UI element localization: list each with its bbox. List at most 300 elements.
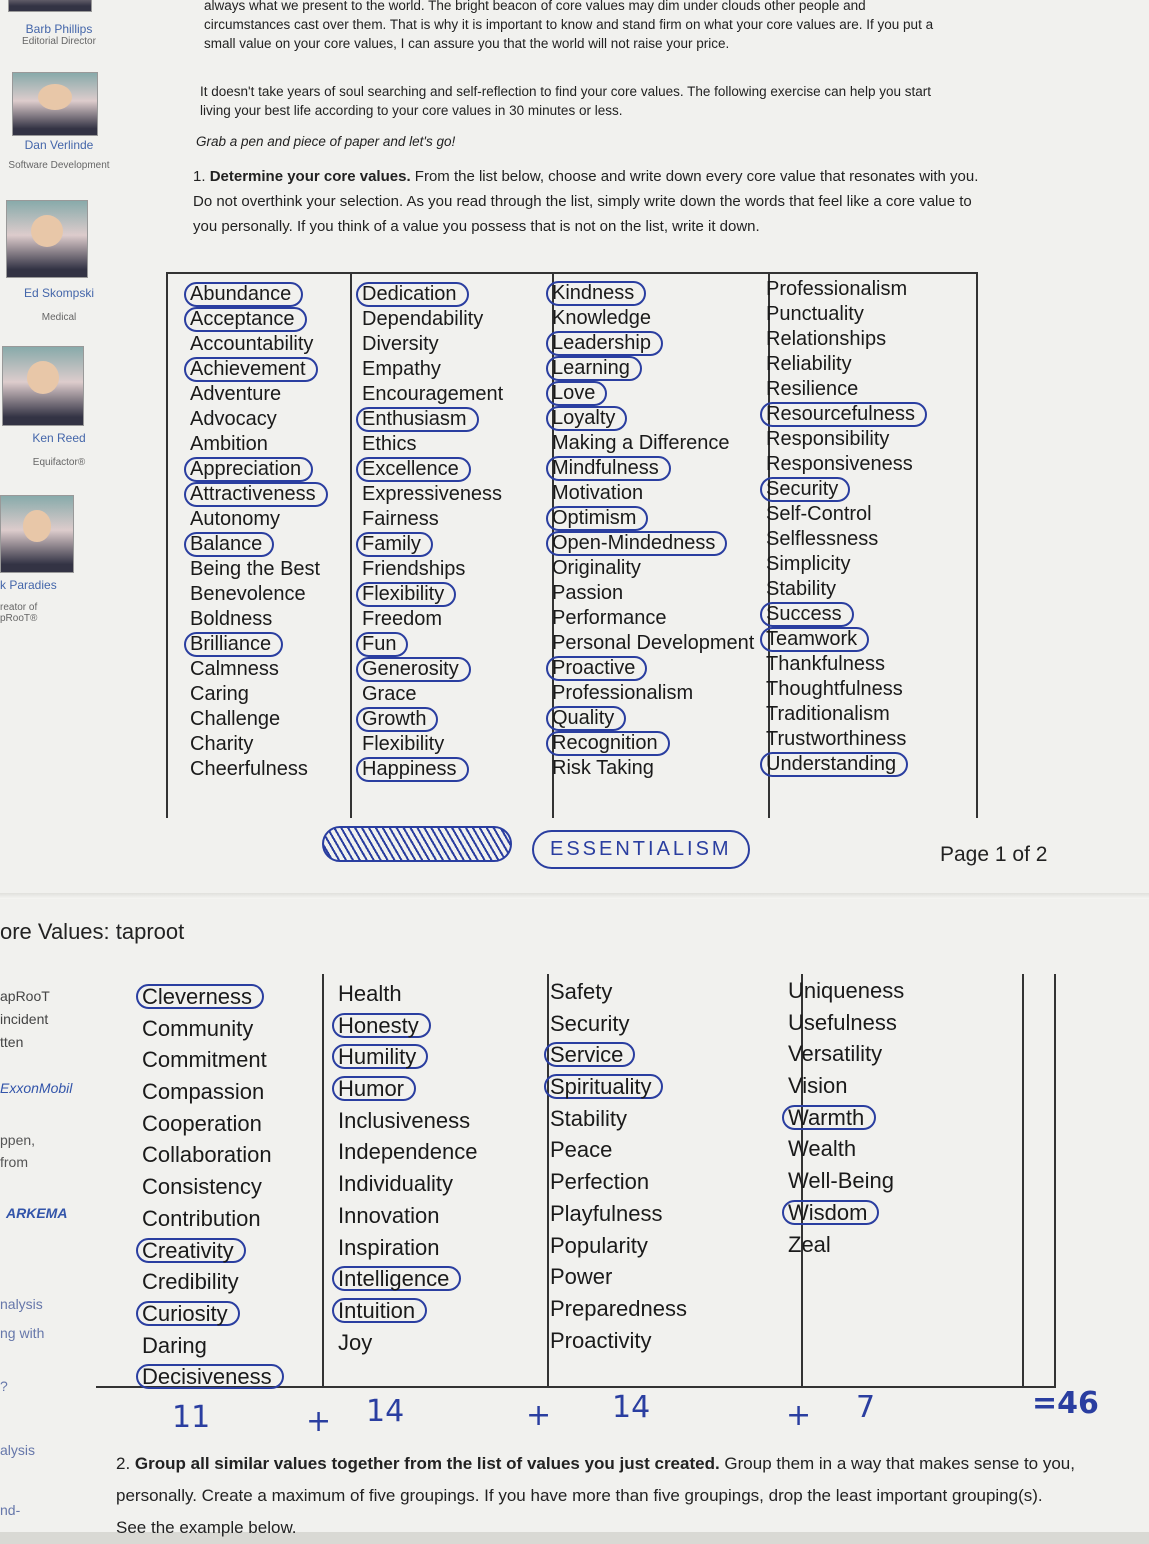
value-item-circled (552, 706, 754, 731)
sidebar-logo-exxonmobil: ExxonMobil (0, 1080, 73, 1096)
value-item-circled (362, 657, 503, 682)
value-label: Individuality (338, 1171, 453, 1197)
value-item-circled (190, 282, 328, 307)
value-label: Traditionalism (766, 703, 890, 725)
value-item (338, 1200, 477, 1232)
value-item (190, 582, 328, 607)
value-label: Warmth (782, 1105, 876, 1130)
value-label: Vision (788, 1073, 848, 1099)
value-label: Inclusiveness (338, 1107, 471, 1133)
value-item (552, 606, 754, 631)
value-label: Originality (552, 557, 641, 579)
value-label: Spirituality (544, 1074, 663, 1099)
value-label: Flexibility (356, 582, 456, 607)
value-label: Thoughtfulness (766, 678, 903, 700)
value-label: Independence (338, 1139, 478, 1165)
value-item-circled (190, 532, 328, 557)
value-label: Freedom (362, 608, 443, 630)
intro-call-to-action: Grab a pen and piece of paper and let's go! (196, 134, 456, 149)
value-item-circled (190, 482, 328, 507)
value-label: Creativity (136, 1238, 246, 1263)
value-label: Abundance (184, 282, 303, 307)
value-label: Cooperation (142, 1110, 262, 1136)
column-divider (547, 974, 549, 1386)
value-item-circled (552, 406, 754, 431)
value-label: Charity (190, 733, 254, 755)
value-item (766, 652, 927, 677)
value-label: Self-Control (766, 503, 872, 525)
value-label: Motivation (552, 482, 644, 504)
value-label: Responsiveness (766, 453, 913, 475)
value-item (362, 682, 503, 707)
value-item (190, 407, 328, 432)
person-name: Ken Reed (32, 431, 86, 445)
value-label: Joy (338, 1329, 373, 1355)
value-label: Proactivity (550, 1327, 652, 1353)
value-label: Expressiveness (362, 483, 503, 505)
value-item (338, 1136, 477, 1168)
values-column (190, 282, 328, 782)
value-item (766, 452, 927, 477)
value-label: Happiness (356, 757, 469, 782)
value-item (362, 557, 503, 582)
tally-count: 14 (366, 1394, 405, 1429)
value-item (788, 1070, 904, 1102)
step-title: Group all similar values together from the list of values you just created. (134, 1454, 720, 1473)
value-label: Balance (184, 532, 274, 557)
value-label: Humility (332, 1044, 428, 1069)
value-item-circled (550, 1071, 687, 1103)
value-label: Collaboration (142, 1142, 272, 1168)
value-label: Kindness (546, 281, 646, 306)
value-label: Safety (550, 979, 613, 1004)
handwritten-essentialism: ESSENTIALISM (532, 830, 750, 869)
value-item-circled (362, 707, 503, 732)
value-item-circled (766, 602, 927, 627)
value-item (550, 1008, 687, 1040)
sidebar-person (0, 431, 118, 468)
value-item-circled (142, 1298, 284, 1330)
value-item (552, 581, 754, 606)
value-label: Being the Best (190, 558, 321, 580)
sidebar-fragment: incident (0, 1011, 49, 1027)
sidebar-person (0, 138, 118, 171)
value-item (142, 1108, 284, 1140)
value-item (190, 382, 328, 407)
value-item (788, 975, 904, 1007)
value-label: Reliability (766, 353, 852, 375)
value-label: Perfection (550, 1169, 650, 1195)
value-item (142, 1171, 284, 1203)
value-label: Credibility (142, 1269, 239, 1295)
value-label: Boldness (190, 608, 273, 630)
step-title: Determine your core values. (209, 168, 411, 185)
value-item (552, 631, 754, 656)
value-item (190, 707, 328, 732)
value-label: Compassion (142, 1079, 265, 1105)
value-label: Uniqueness (788, 978, 905, 1003)
avatar (2, 346, 84, 426)
value-item (550, 1325, 687, 1357)
value-label: Versatility (788, 1041, 883, 1067)
value-item-circled (338, 1073, 477, 1105)
value-item-circled (552, 456, 754, 481)
value-item (362, 732, 503, 757)
value-label: Acceptance (184, 307, 307, 332)
value-item (362, 607, 503, 632)
values-column (142, 981, 284, 1393)
person-role: Equifactor® (32, 457, 86, 468)
person-role: Medical (41, 312, 77, 323)
value-item-circled (362, 532, 503, 557)
value-label: Attractiveness (184, 482, 328, 507)
value-item (142, 1139, 284, 1171)
value-item (788, 1007, 904, 1039)
value-item (550, 1198, 687, 1230)
value-label: Enthusiasm (356, 407, 479, 432)
value-label: Responsibility (766, 428, 890, 450)
value-label: Personal Development (552, 632, 755, 654)
tally-count: 7 (856, 1390, 876, 1425)
value-item (190, 507, 328, 532)
sidebar-logo-arkema: ARKEMA (6, 1205, 68, 1221)
value-label: Punctuality (766, 303, 864, 325)
values-column (338, 978, 477, 1358)
value-item-circled (142, 981, 284, 1013)
avatar (6, 200, 88, 278)
value-item (552, 681, 754, 706)
values-column (552, 281, 754, 781)
value-item-circled (552, 356, 754, 381)
sidebar-fragment: ppen, (0, 1132, 36, 1148)
value-label: Decisiveness (136, 1364, 284, 1389)
value-item (788, 1165, 904, 1197)
value-item-circled (190, 307, 328, 332)
value-item (190, 607, 328, 632)
value-item-circled (766, 477, 927, 502)
value-item (362, 307, 503, 332)
value-item (190, 557, 328, 582)
value-label: Generosity (356, 657, 471, 682)
value-item-circled (362, 282, 503, 307)
value-item-circled (190, 632, 328, 657)
value-item (552, 481, 754, 506)
value-item (766, 327, 927, 352)
value-label: Security (550, 1010, 630, 1036)
value-item-circled (362, 582, 503, 607)
value-item (190, 332, 328, 357)
step-2-instructions (116, 1448, 1076, 1544)
value-item (766, 702, 927, 727)
value-item (190, 432, 328, 457)
value-item (362, 357, 503, 382)
value-item (338, 1105, 477, 1137)
value-label: Calmness (190, 658, 279, 680)
value-label: Wisdom (782, 1200, 879, 1225)
sidebar-fragment: tten (0, 1034, 24, 1050)
tally-plus: + (306, 1404, 332, 1439)
value-item (338, 978, 477, 1010)
tally-plus: + (786, 1398, 812, 1433)
value-item-circled (788, 1102, 904, 1134)
value-label: Empathy (362, 358, 441, 380)
step-text: From the list below, choose and write down every core value that resonates with you. Do not overthink your selection. As you read through the list, simply write down the words that feel like a core value to you personally. If you think of a value you possess that is not on the list, write it down. (193, 168, 979, 235)
value-label: Diversity (362, 333, 439, 355)
person-name: Barb Phillips (25, 22, 93, 36)
value-label: Advocacy (190, 408, 277, 430)
tally-total: =46 (1032, 1386, 1099, 1421)
value-item (552, 306, 754, 331)
value-item-circled (362, 457, 503, 482)
value-item (190, 757, 328, 782)
value-item (788, 1133, 904, 1165)
intro-paragraph: It doesn't take years of soul searching and self-reflection to find your core values. The following exercise can help you start living your best life according to your core values in 30 minutes or less. (200, 84, 931, 118)
page-fold (0, 893, 1149, 899)
step-number: 2. (116, 1454, 131, 1473)
value-label: Knowledge (552, 307, 651, 329)
sidebar-fragment: ng with (0, 1325, 45, 1341)
value-item-circled (550, 1039, 687, 1071)
value-item-circled (766, 752, 927, 777)
sidebar-fragment: alysis (0, 1442, 36, 1458)
values-column (362, 282, 503, 782)
value-item (550, 1293, 687, 1325)
value-item (550, 1103, 687, 1135)
avatar (8, 0, 92, 12)
value-label: Professionalism (552, 682, 694, 704)
value-item (766, 277, 927, 302)
avatar (12, 72, 98, 136)
value-item (190, 657, 328, 682)
value-label: Contribution (142, 1205, 261, 1231)
sidebar-person (0, 578, 118, 624)
value-label: Love (546, 381, 607, 406)
value-item (766, 527, 927, 552)
value-label: Zeal (788, 1231, 831, 1257)
value-label: Simplicity (766, 553, 851, 575)
value-item (550, 976, 687, 1008)
avatar (0, 495, 74, 573)
value-item-circled (362, 407, 503, 432)
person-role: Editorial Director (22, 36, 96, 47)
value-label: Cheerfulness (190, 758, 308, 780)
value-item (362, 507, 503, 532)
value-label: Well-Being (788, 1168, 894, 1194)
value-label: Power (550, 1264, 613, 1290)
values-column (788, 975, 904, 1260)
value-item (190, 732, 328, 757)
value-item (142, 1330, 284, 1362)
value-label: Ethics (362, 433, 417, 455)
value-item-circled (338, 1010, 477, 1042)
step-1-instructions (193, 164, 983, 239)
value-item-circled (552, 381, 754, 406)
value-label: Understanding (760, 752, 908, 777)
sidebar-person (0, 286, 118, 323)
value-label: Making a Difference (552, 432, 730, 454)
value-label: Family (356, 532, 433, 557)
value-item (766, 677, 927, 702)
value-label: Security (760, 477, 850, 502)
person-name: Dan Verlinde (24, 138, 94, 152)
value-item (552, 431, 754, 456)
value-label: Fairness (362, 508, 439, 530)
value-item-circled (552, 506, 754, 531)
sidebar-fragment: nalysis (0, 1296, 43, 1312)
value-item (338, 1232, 477, 1264)
value-item (766, 377, 927, 402)
value-item-circled (788, 1197, 904, 1229)
value-item (142, 1203, 284, 1235)
person-role: Software Development (8, 160, 110, 171)
value-label: Resourcefulness (760, 402, 927, 427)
value-label: Consistency (142, 1174, 262, 1200)
value-item (766, 577, 927, 602)
value-label: Achievement (184, 357, 318, 382)
value-label: Mindfulness (546, 456, 671, 481)
value-label: Open-Mindedness (546, 531, 727, 556)
tally-count: 14 (612, 1390, 651, 1425)
value-label: Curiosity (136, 1301, 240, 1326)
value-label: Adventure (190, 383, 282, 405)
value-item-circled (338, 1295, 477, 1327)
value-label: Innovation (338, 1202, 440, 1228)
tally-count: 11 (172, 1400, 211, 1435)
values-column (550, 976, 687, 1356)
tally-plus: + (526, 1398, 552, 1433)
value-item (142, 1044, 284, 1076)
value-item (338, 1327, 477, 1359)
value-item-circled (362, 757, 503, 782)
value-label: Loyalty (546, 406, 627, 431)
value-label: Commitment (142, 1047, 267, 1073)
value-label: Brilliance (184, 632, 283, 657)
value-label: Challenge (190, 708, 281, 730)
sidebar-fragment: nd- (0, 1502, 21, 1518)
value-label: Service (544, 1042, 635, 1067)
value-label: Trustworthiness (766, 728, 907, 750)
value-label: Humor (332, 1076, 416, 1101)
value-label: Stability (766, 578, 837, 600)
value-item-circled (552, 281, 754, 306)
value-label: Success (760, 602, 854, 627)
column-divider (322, 974, 324, 1386)
value-item-circled (552, 331, 754, 356)
value-label: Usefulness (788, 1009, 897, 1035)
value-item (142, 1266, 284, 1298)
value-label: Optimism (546, 506, 648, 531)
sidebar-person (0, 22, 118, 47)
value-label: Peace (550, 1137, 613, 1163)
intro-paragraph: always what we present to the world. The bright beacon of core values may dim under clouds other people and circumstances cast over them. That is why it is important to know and stand firm on what your core values are. If you put a small value on your core values, I can assure you that the world will not raise your price. (204, 0, 934, 51)
value-label: Honesty (332, 1013, 431, 1038)
value-item-circled (362, 632, 503, 657)
value-label: Proactive (546, 656, 647, 681)
value-label: Popularity (550, 1232, 648, 1258)
value-label: Resilience (766, 378, 859, 400)
value-label: Teamwork (760, 627, 869, 652)
sidebar-fragment: ? (0, 1378, 8, 1394)
value-label: Stability (550, 1105, 628, 1131)
value-label: Leadership (546, 331, 663, 356)
person-role: reator of pRooT® (0, 602, 38, 624)
value-label: Excellence (356, 457, 471, 482)
value-label: Intuition (332, 1298, 427, 1323)
value-item-circled (766, 627, 927, 652)
value-label: Appreciation (184, 457, 313, 482)
value-item (142, 1076, 284, 1108)
column-divider (350, 274, 352, 818)
value-label: Preparedness (550, 1295, 687, 1321)
values-column (766, 277, 927, 777)
value-label: Encouragement (362, 383, 504, 405)
value-label: Flexibility (362, 733, 445, 755)
value-item-circled (338, 1041, 477, 1073)
value-label: Thankfulness (766, 653, 885, 675)
value-item-circled (766, 402, 927, 427)
person-name: k Paradies (0, 578, 57, 592)
value-item (766, 427, 927, 452)
value-item (362, 332, 503, 357)
value-item (788, 1229, 904, 1261)
value-item (552, 756, 754, 781)
value-item (190, 682, 328, 707)
value-item-circled (552, 656, 754, 681)
scribbled-out-word (322, 826, 512, 862)
value-item (550, 1230, 687, 1262)
page-2-heading: ore Values: taproot (0, 919, 185, 944)
value-label: Inspiration (338, 1234, 440, 1260)
value-item (766, 302, 927, 327)
value-item (362, 382, 503, 407)
value-item (338, 1168, 477, 1200)
value-label: Health (338, 981, 402, 1006)
value-item (788, 1038, 904, 1070)
value-item-circled (142, 1361, 284, 1393)
value-label: Wealth (788, 1136, 857, 1162)
value-item (550, 1134, 687, 1166)
value-item (766, 352, 927, 377)
column-divider (1022, 974, 1024, 1386)
value-item (766, 502, 927, 527)
value-label: Performance (552, 607, 667, 629)
value-item-circled (190, 357, 328, 382)
value-item (550, 1166, 687, 1198)
page-number: Page 1 of 2 (940, 843, 1048, 866)
value-label: Cleverness (136, 984, 264, 1009)
value-label: Daring (142, 1332, 207, 1358)
value-label: Quality (546, 706, 626, 731)
step-text: Group them in a way that makes sense to you, personally. Create a maximum of five groupings. If you have more than five groupings, drop the least important grouping(s). See the example below. (116, 1454, 1075, 1537)
value-item-circled (552, 731, 754, 756)
value-item (766, 552, 927, 577)
value-label: Benevolence (190, 583, 306, 605)
value-label: Professionalism (766, 278, 908, 300)
value-label: Autonomy (190, 508, 281, 530)
value-label: Relationships (766, 328, 887, 350)
value-item-circled (142, 1235, 284, 1267)
value-label: Friendships (362, 558, 466, 580)
value-label: Risk Taking (552, 757, 654, 779)
value-label: Passion (552, 582, 624, 604)
value-item (362, 432, 503, 457)
value-label: Community (142, 1015, 254, 1041)
value-label: Recognition (546, 731, 670, 756)
value-label: Selflessness (766, 528, 879, 550)
step-number: 1. (193, 168, 206, 185)
value-item (550, 1261, 687, 1293)
value-label: Dedication (356, 282, 469, 307)
